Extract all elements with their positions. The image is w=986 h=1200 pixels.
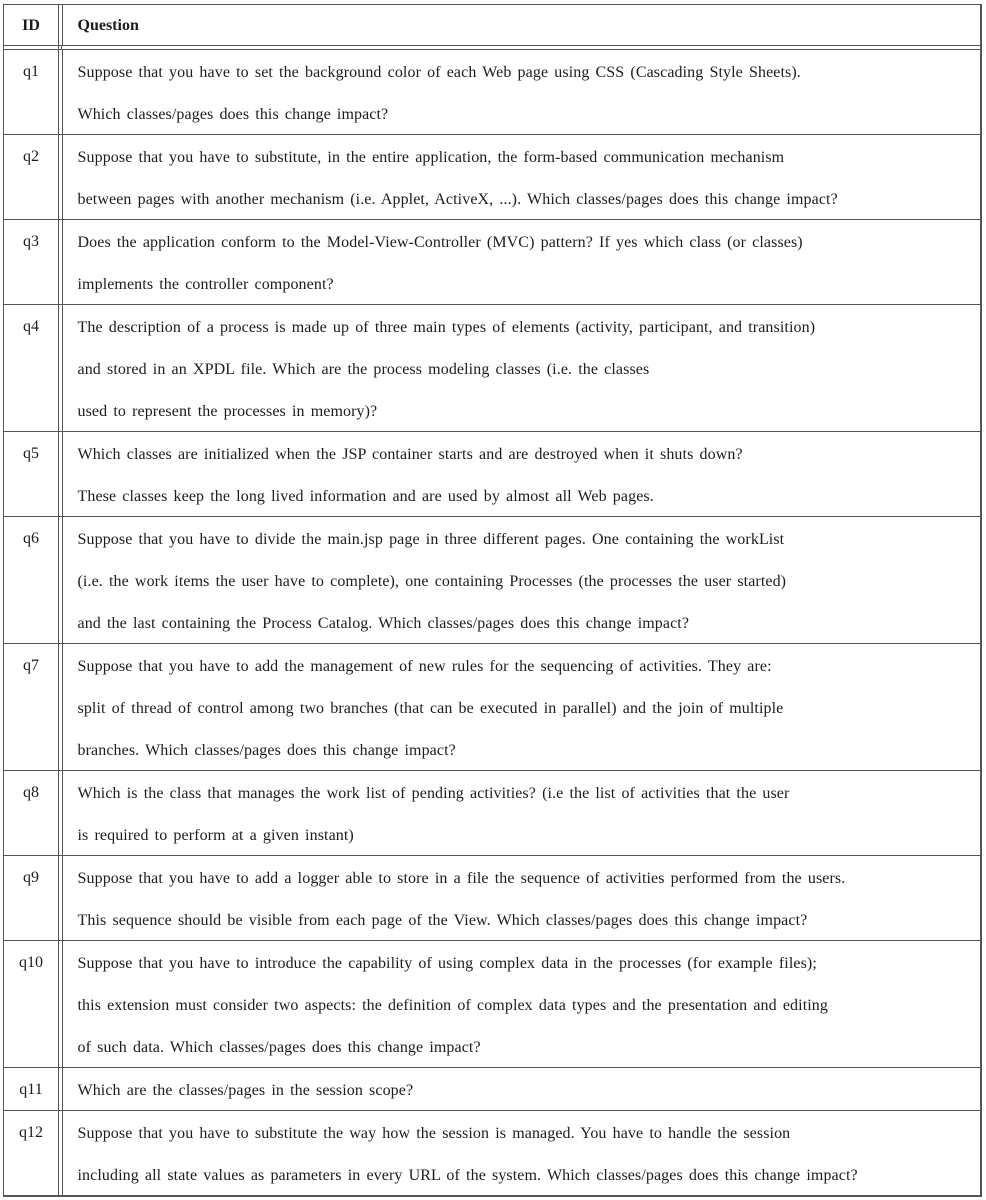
question-text: [63, 644, 981, 770]
question-line: and stored in an XPDL file. Which are the process modeling classes (i.e. the classes: [77, 361, 650, 378]
question-line: (i.e. the work items the user have to complete), one containing Processes (the processes the user started): [77, 573, 787, 590]
table-row-q5: [3, 431, 982, 516]
question-line: Suppose that you have to substitute, in the entire application, the form-based communication mechanism: [77, 149, 785, 166]
question-line: is required to perform at a given instant): [77, 827, 354, 844]
question-line: Which classes are initialized when the JSP container starts and are destroyed when it shuts down?: [77, 446, 743, 463]
question-line: The description of a process is made up of three main types of elements (activity, participant, and transition): [77, 319, 816, 336]
question-line: and the last containing the Process Catalog. Which classes/pages does this change impact?: [77, 615, 690, 632]
table-row-q2: [3, 134, 982, 219]
question-line: implements the controller component?: [77, 276, 334, 293]
table-row-q11: [3, 1067, 982, 1110]
question-text: [63, 517, 981, 643]
question-text: [63, 771, 981, 855]
question-line: Which is the class that manages the work list of pending activities? (i.e the list of activities that the user: [77, 785, 790, 802]
question-line: Suppose that you have to introduce the capability of using complex data in the processes (for example files);: [77, 955, 817, 972]
question-line: Suppose that you have to add the management of new rules for the sequencing of activities. They are:: [77, 658, 772, 675]
question-line: Which are the classes/pages in the session scope?: [77, 1082, 414, 1099]
table-row-q1: [3, 49, 982, 134]
table-row-q4: [3, 304, 982, 431]
question-id: q3: [4, 220, 59, 304]
question-id: q2: [4, 135, 59, 219]
table-row-q10: [3, 940, 982, 1067]
question-line: This sequence should be visible from each page of the View. Which classes/pages does this change impact?: [77, 912, 808, 929]
question-text: [63, 305, 981, 431]
table-row-q3: [3, 219, 982, 304]
question-line: between pages with another mechanism (i.e. Applet, ActiveX, ...). Which classes/pages does this change impact?: [77, 191, 838, 208]
questions-table: [3, 4, 982, 1197]
header-double-rule: [3, 46, 982, 49]
table-row-q6: [3, 516, 982, 643]
question-id: q8: [4, 771, 59, 855]
question-id: q5: [4, 432, 59, 516]
header-id: ID: [4, 5, 59, 45]
question-text: [63, 1068, 981, 1110]
header-question: Question: [77, 17, 139, 34]
table-body: [3, 49, 982, 1197]
table-row-q9: [3, 855, 982, 940]
question-text: [63, 50, 981, 134]
question-line: including all state values as parameters in every URL of the system. Which classes/pages does this change impact?: [77, 1167, 858, 1184]
question-id: q12: [4, 1111, 59, 1195]
question-text: [63, 856, 981, 940]
question-line: Suppose that you have to substitute the way how the session is managed. You have to handle the session: [77, 1125, 791, 1142]
question-id: q10: [4, 941, 59, 1067]
table-row-q12: [3, 1110, 982, 1197]
gap-id: [4, 46, 59, 49]
question-text: [63, 135, 981, 219]
question-id: q1: [4, 50, 59, 134]
question-line: split of thread of control among two branches (that can be executed in parallel) and the join of multiple: [77, 700, 784, 717]
question-line: branches. Which classes/pages does this change impact?: [77, 742, 456, 759]
question-text: [63, 941, 981, 1067]
question-text: [63, 220, 981, 304]
question-line: Which classes/pages does this change impact?: [77, 106, 389, 123]
question-id: q11: [4, 1068, 59, 1110]
question-text: [63, 1111, 981, 1195]
question-text: [63, 432, 981, 516]
table-row-q8: [3, 770, 982, 855]
question-line: this extension must consider two aspects: the definition of complex data types and the presentation and editing: [77, 997, 828, 1014]
question-id: q9: [4, 856, 59, 940]
question-line: used to represent the processes in memory)?: [77, 403, 378, 420]
question-line: These classes keep the long lived information and are used by almost all Web pages.: [77, 488, 654, 505]
question-line: Suppose that you have to set the background color of each Web page using CSS (Cascading Style Sheets).: [77, 64, 801, 81]
question-line: Suppose that you have to add a logger able to store in a file the sequence of activities performed from the users.: [77, 870, 846, 887]
question-id: q7: [4, 644, 59, 770]
gap-q: [62, 46, 980, 49]
question-id: q4: [4, 305, 59, 431]
question-line: Does the application conform to the Model-View-Controller (MVC) pattern? If yes which class (or classes): [77, 234, 803, 251]
question-line: Suppose that you have to divide the main.jsp page in three different pages. One containing the workList: [77, 531, 785, 548]
question-id: q6: [4, 517, 59, 643]
table-row-q7: [3, 643, 982, 770]
question-line: of such data. Which classes/pages does this change impact?: [77, 1039, 481, 1056]
table-header-row: [3, 4, 982, 46]
